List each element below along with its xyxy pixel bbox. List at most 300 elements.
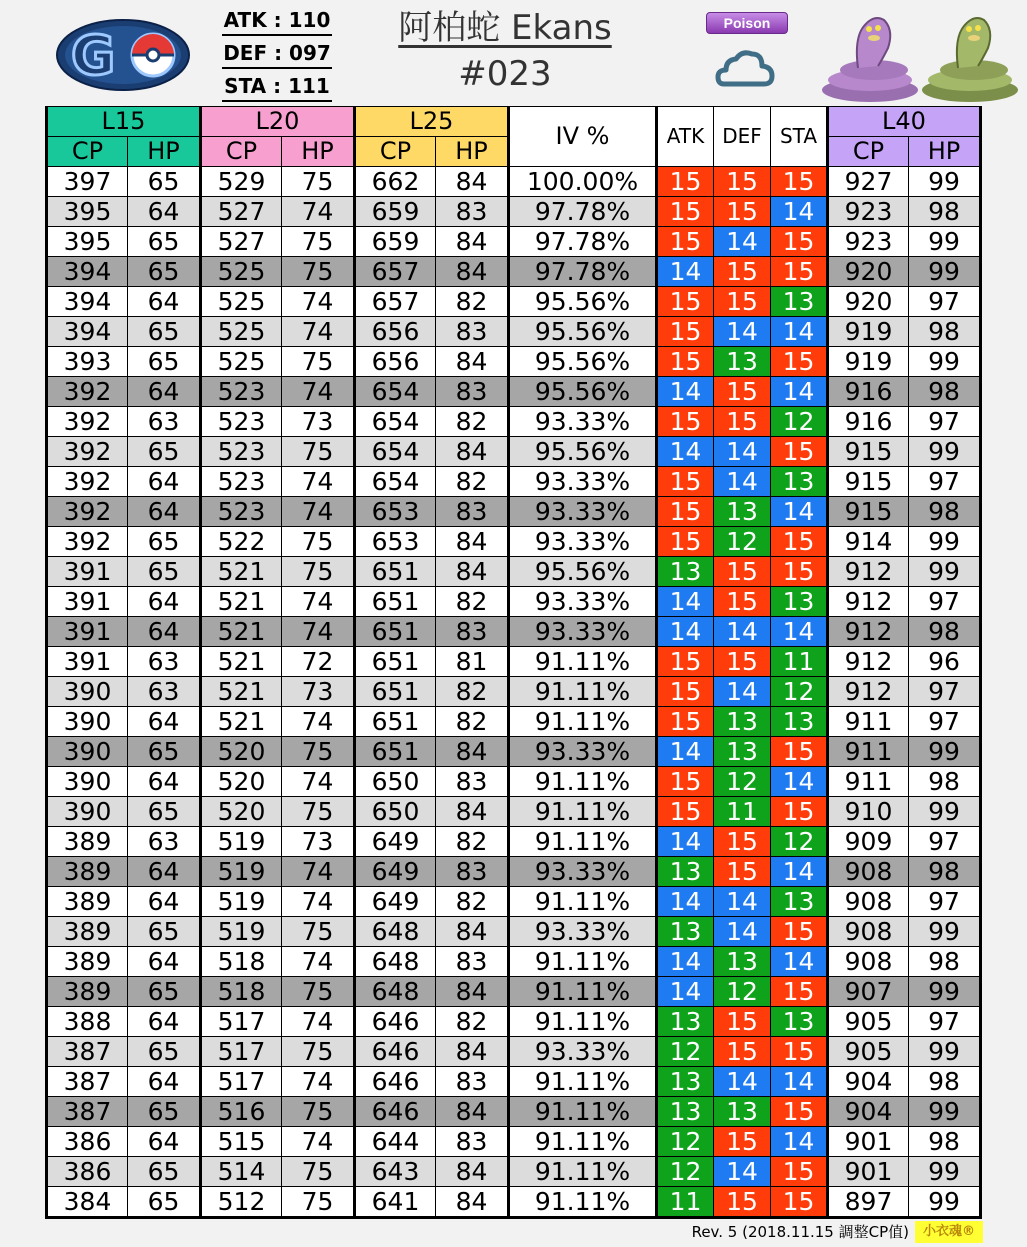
cell-l40hp: 98	[909, 767, 981, 797]
cell-iv: 100.00%	[509, 167, 657, 197]
cell-l20hp: 74	[282, 497, 355, 527]
cell-sta: 15	[771, 557, 828, 587]
cell-l25hp: 83	[436, 857, 509, 887]
cell-l15hp: 63	[128, 647, 201, 677]
cell-l25hp: 82	[436, 587, 509, 617]
cell-l20cp: 523	[201, 497, 282, 527]
cell-atk: 12	[657, 1127, 714, 1157]
cell-l15hp: 63	[128, 827, 201, 857]
table-row	[47, 1157, 981, 1187]
cell-l25hp: 83	[436, 1127, 509, 1157]
cell-l40hp: 97	[909, 1007, 981, 1037]
cell-sta: 14	[771, 377, 828, 407]
cell-l20cp: 525	[201, 347, 282, 377]
cell-iv: 91.11%	[509, 977, 657, 1007]
cell-l40cp: 912	[828, 587, 909, 617]
cell-sta: 15	[771, 1097, 828, 1127]
cell-l40cp: 912	[828, 557, 909, 587]
cell-l15cp: 389	[47, 977, 128, 1007]
cell-l15hp: 64	[128, 707, 201, 737]
cell-l40hp: 97	[909, 887, 981, 917]
cell-atk: 14	[657, 977, 714, 1007]
cell-l25hp: 83	[436, 617, 509, 647]
cell-l15cp: 384	[47, 1187, 128, 1218]
cell-l20hp: 75	[282, 1037, 355, 1067]
cell-l40hp: 97	[909, 407, 981, 437]
cell-l20cp: 521	[201, 557, 282, 587]
cell-l15cp: 393	[47, 347, 128, 377]
cell-l25hp: 83	[436, 767, 509, 797]
cell-l25cp: 651	[355, 557, 436, 587]
cell-iv: 95.56%	[509, 377, 657, 407]
cell-l20cp: 523	[201, 407, 282, 437]
cell-l40cp: 911	[828, 737, 909, 767]
cell-def: 14	[714, 917, 771, 947]
table-row	[47, 707, 981, 737]
cell-l15cp: 392	[47, 407, 128, 437]
cell-l40cp: 919	[828, 347, 909, 377]
cell-l40hp: 97	[909, 827, 981, 857]
header-l40-hp: HP	[909, 137, 981, 167]
table-row	[47, 647, 981, 677]
cell-l15hp: 64	[128, 767, 201, 797]
cell-l40cp: 915	[828, 497, 909, 527]
cell-l20cp: 517	[201, 1037, 282, 1067]
cell-l40cp: 908	[828, 887, 909, 917]
cell-l15cp: 392	[47, 437, 128, 467]
cell-l40hp: 97	[909, 677, 981, 707]
cell-def: 14	[714, 617, 771, 647]
cell-l40hp: 98	[909, 617, 981, 647]
cell-sta: 15	[771, 1037, 828, 1067]
cell-l20hp: 75	[282, 527, 355, 557]
cell-l20cp: 527	[201, 197, 282, 227]
cell-sta: 14	[771, 767, 828, 797]
cell-l40cp: 908	[828, 947, 909, 977]
cell-def: 13	[714, 947, 771, 977]
cell-sta: 14	[771, 857, 828, 887]
cell-atk: 12	[657, 1037, 714, 1067]
cell-def: 11	[714, 797, 771, 827]
cell-l40cp: 910	[828, 797, 909, 827]
cell-sta: 13	[771, 287, 828, 317]
cell-sta: 15	[771, 167, 828, 197]
cell-l25cp: 656	[355, 317, 436, 347]
author-badge: 小衣魂®	[915, 1221, 983, 1243]
cell-l20cp: 512	[201, 1187, 282, 1218]
table-row	[47, 1127, 981, 1157]
cell-def: 15	[714, 377, 771, 407]
cell-l15hp: 64	[128, 287, 201, 317]
cell-l40hp: 99	[909, 917, 981, 947]
cell-def: 14	[714, 467, 771, 497]
cell-sta: 13	[771, 1007, 828, 1037]
cell-l40hp: 97	[909, 707, 981, 737]
cell-sta: 13	[771, 587, 828, 617]
cell-l40hp: 99	[909, 257, 981, 287]
cell-l20cp: 514	[201, 1157, 282, 1187]
cell-l40cp: 923	[828, 197, 909, 227]
cell-iv: 93.33%	[509, 1037, 657, 1067]
cell-l15cp: 389	[47, 857, 128, 887]
cell-l25cp: 659	[355, 227, 436, 257]
cell-l40hp: 98	[909, 377, 981, 407]
header-atk: ATK	[657, 107, 714, 167]
cell-l20hp: 75	[282, 917, 355, 947]
cell-sta: 14	[771, 947, 828, 977]
atk-stat: ATK : 110	[222, 6, 332, 36]
table-row	[47, 557, 981, 587]
cell-l20cp: 523	[201, 437, 282, 467]
cell-l25cp: 662	[355, 167, 436, 197]
cell-iv: 91.11%	[509, 947, 657, 977]
cell-l20hp: 74	[282, 287, 355, 317]
cell-l15cp: 389	[47, 917, 128, 947]
cell-l40cp: 908	[828, 857, 909, 887]
table-row	[47, 587, 981, 617]
cell-l40cp: 897	[828, 1187, 909, 1218]
cell-l15cp: 397	[47, 167, 128, 197]
cell-l40hp: 99	[909, 347, 981, 377]
cell-iv: 95.56%	[509, 437, 657, 467]
cell-l20hp: 75	[282, 1187, 355, 1218]
cell-atk: 15	[657, 767, 714, 797]
cell-l40cp: 908	[828, 917, 909, 947]
cell-l40hp: 98	[909, 317, 981, 347]
cell-l40hp: 99	[909, 557, 981, 587]
cell-l15hp: 65	[128, 227, 201, 257]
cell-l20hp: 74	[282, 707, 355, 737]
cell-def: 15	[714, 197, 771, 227]
cell-l20hp: 73	[282, 407, 355, 437]
cell-l15hp: 65	[128, 1037, 201, 1067]
cell-l25cp: 654	[355, 437, 436, 467]
cell-l20hp: 75	[282, 737, 355, 767]
cell-l25hp: 84	[436, 257, 509, 287]
cloud-icon	[714, 40, 776, 100]
cell-l20cp: 525	[201, 257, 282, 287]
cell-l20hp: 74	[282, 1127, 355, 1157]
page-title: 阿柏蛇 Ekans	[398, 8, 612, 48]
cell-atk: 14	[657, 437, 714, 467]
cell-def: 15	[714, 827, 771, 857]
cell-def: 14	[714, 437, 771, 467]
cell-l25cp: 650	[355, 797, 436, 827]
cell-l40hp: 99	[909, 1157, 981, 1187]
cell-l40hp: 99	[909, 797, 981, 827]
cell-l15cp: 390	[47, 707, 128, 737]
ekans-shiny-sprite	[922, 18, 1018, 102]
cell-sta: 11	[771, 647, 828, 677]
table-row	[47, 857, 981, 887]
table-row	[47, 467, 981, 497]
table-row	[47, 767, 981, 797]
cell-sta: 13	[771, 707, 828, 737]
cell-iv: 93.33%	[509, 467, 657, 497]
cell-l25cp: 649	[355, 887, 436, 917]
cell-iv: 93.33%	[509, 617, 657, 647]
cell-l15cp: 390	[47, 737, 128, 767]
cell-l20hp: 74	[282, 467, 355, 497]
cell-iv: 97.78%	[509, 257, 657, 287]
cell-iv: 93.33%	[509, 587, 657, 617]
cell-atk: 15	[657, 407, 714, 437]
cell-l25hp: 84	[436, 797, 509, 827]
cell-def: 15	[714, 167, 771, 197]
cell-l15hp: 64	[128, 377, 201, 407]
cell-l20cp: 521	[201, 707, 282, 737]
cell-l20hp: 74	[282, 767, 355, 797]
cell-sta: 12	[771, 677, 828, 707]
cell-iv: 95.56%	[509, 557, 657, 587]
cell-def: 12	[714, 977, 771, 1007]
table-row	[47, 1097, 981, 1127]
cell-l15hp: 65	[128, 557, 201, 587]
table-row	[47, 287, 981, 317]
cell-def: 15	[714, 857, 771, 887]
cell-l25cp: 651	[355, 617, 436, 647]
cell-l40cp: 916	[828, 377, 909, 407]
cell-sta: 15	[771, 1157, 828, 1187]
cell-l15cp: 389	[47, 947, 128, 977]
cell-atk: 15	[657, 797, 714, 827]
cell-atk: 13	[657, 1007, 714, 1037]
header-l15-hp: HP	[128, 137, 201, 167]
cell-l20cp: 523	[201, 467, 282, 497]
cell-l20cp: 521	[201, 647, 282, 677]
cell-iv: 97.78%	[509, 197, 657, 227]
cell-l15hp: 64	[128, 857, 201, 887]
cell-sta: 14	[771, 617, 828, 647]
cell-def: 12	[714, 767, 771, 797]
cell-iv: 95.56%	[509, 287, 657, 317]
cell-l25cp: 648	[355, 947, 436, 977]
cell-l25cp: 651	[355, 677, 436, 707]
cell-l40hp: 97	[909, 587, 981, 617]
cell-l20cp: 521	[201, 587, 282, 617]
revision-note: Rev. 5 (2018.11.15 調整CP值)	[691, 1223, 909, 1241]
cell-sta: 14	[771, 197, 828, 227]
cell-l20hp: 74	[282, 617, 355, 647]
svg-text:G: G	[71, 24, 116, 87]
cell-def: 13	[714, 1097, 771, 1127]
cell-l40cp: 911	[828, 707, 909, 737]
cell-iv: 93.33%	[509, 857, 657, 887]
cell-atk: 15	[657, 347, 714, 377]
cell-l15hp: 64	[128, 1007, 201, 1037]
cell-l20cp: 519	[201, 917, 282, 947]
cell-l25cp: 644	[355, 1127, 436, 1157]
cell-l15hp: 65	[128, 167, 201, 197]
cell-atk: 11	[657, 1187, 714, 1218]
cell-iv: 91.11%	[509, 707, 657, 737]
cell-l20hp: 73	[282, 827, 355, 857]
cell-l25hp: 84	[436, 1037, 509, 1067]
cell-l20cp: 515	[201, 1127, 282, 1157]
cell-sta: 15	[771, 797, 828, 827]
cell-iv: 91.11%	[509, 647, 657, 677]
cell-l40hp: 99	[909, 227, 981, 257]
cell-l15cp: 387	[47, 1037, 128, 1067]
cell-def: 14	[714, 677, 771, 707]
cell-atk: 15	[657, 527, 714, 557]
cell-l15hp: 64	[128, 1127, 201, 1157]
cell-l40hp: 99	[909, 1187, 981, 1218]
cell-sta: 15	[771, 257, 828, 287]
cell-l20hp: 75	[282, 1097, 355, 1127]
header-l20-hp: HP	[282, 137, 355, 167]
def-stat: DEF : 097	[222, 39, 332, 69]
cell-l20hp: 74	[282, 1067, 355, 1097]
table-row	[47, 1037, 981, 1067]
cell-l15cp: 390	[47, 797, 128, 827]
cell-atk: 15	[657, 287, 714, 317]
table-row	[47, 407, 981, 437]
cell-l25hp: 82	[436, 287, 509, 317]
cell-l20hp: 73	[282, 677, 355, 707]
cell-l40cp: 912	[828, 647, 909, 677]
cell-l15cp: 395	[47, 227, 128, 257]
cell-l15hp: 65	[128, 1187, 201, 1218]
cell-l25cp: 648	[355, 977, 436, 1007]
cell-l15cp: 392	[47, 467, 128, 497]
cell-def: 15	[714, 407, 771, 437]
cell-l15hp: 65	[128, 797, 201, 827]
cell-iv: 91.11%	[509, 887, 657, 917]
cell-l40cp: 904	[828, 1067, 909, 1097]
cell-l25hp: 82	[436, 407, 509, 437]
cell-sta: 12	[771, 407, 828, 437]
cell-l25cp: 653	[355, 497, 436, 527]
cell-def: 15	[714, 647, 771, 677]
cell-l15hp: 65	[128, 1157, 201, 1187]
cell-l15cp: 394	[47, 317, 128, 347]
cell-l25hp: 82	[436, 467, 509, 497]
cell-l15cp: 394	[47, 257, 128, 287]
cell-l15hp: 64	[128, 497, 201, 527]
cell-atk: 15	[657, 467, 714, 497]
table-row	[47, 797, 981, 827]
cell-l15hp: 64	[128, 1067, 201, 1097]
cell-l25hp: 82	[436, 677, 509, 707]
header-sta: STA	[771, 107, 828, 167]
cell-l20hp: 74	[282, 587, 355, 617]
cell-l15hp: 65	[128, 257, 201, 287]
table-row	[47, 617, 981, 647]
cell-atk: 15	[657, 227, 714, 257]
cell-l15hp: 64	[128, 617, 201, 647]
cell-atk: 15	[657, 707, 714, 737]
cell-l15hp: 65	[128, 1097, 201, 1127]
cell-l20cp: 522	[201, 527, 282, 557]
cell-l15hp: 64	[128, 467, 201, 497]
cell-atk: 12	[657, 1157, 714, 1187]
cell-iv: 91.11%	[509, 797, 657, 827]
cell-l20cp: 520	[201, 797, 282, 827]
header-iv: IV %	[509, 107, 657, 167]
cell-l20cp: 518	[201, 977, 282, 1007]
table-row	[47, 1187, 981, 1218]
cell-iv: 91.11%	[509, 1127, 657, 1157]
header-l25-hp: HP	[436, 137, 509, 167]
cell-l40hp: 98	[909, 497, 981, 527]
cell-l25hp: 82	[436, 1007, 509, 1037]
cell-l25hp: 83	[436, 197, 509, 227]
cell-sta: 15	[771, 347, 828, 377]
cell-sta: 15	[771, 917, 828, 947]
cell-l40hp: 99	[909, 977, 981, 1007]
cell-sta: 15	[771, 227, 828, 257]
cell-l15cp: 395	[47, 197, 128, 227]
cell-l20cp: 529	[201, 167, 282, 197]
cell-l40cp: 915	[828, 437, 909, 467]
cell-l25hp: 84	[436, 527, 509, 557]
cell-l15hp: 63	[128, 677, 201, 707]
table-row	[47, 227, 981, 257]
cell-l20hp: 75	[282, 227, 355, 257]
cell-l25hp: 84	[436, 557, 509, 587]
cell-sta: 15	[771, 737, 828, 767]
cell-sta: 14	[771, 497, 828, 527]
cell-l25cp: 657	[355, 287, 436, 317]
header-l20: L20	[201, 107, 355, 137]
cell-atk: 15	[657, 677, 714, 707]
cell-l15cp: 388	[47, 1007, 128, 1037]
cell-l15hp: 65	[128, 527, 201, 557]
cell-l20cp: 517	[201, 1007, 282, 1037]
cell-iv: 91.11%	[509, 677, 657, 707]
cell-l40hp: 98	[909, 1127, 981, 1157]
cell-atk: 13	[657, 1097, 714, 1127]
cell-l15cp: 392	[47, 527, 128, 557]
cell-sta: 15	[771, 527, 828, 557]
cell-l40hp: 99	[909, 1097, 981, 1127]
cell-l25cp: 653	[355, 527, 436, 557]
cell-l20hp: 74	[282, 317, 355, 347]
cell-l20cp: 525	[201, 317, 282, 347]
table-row	[47, 1067, 981, 1097]
ekans-normal-sprite	[822, 18, 918, 102]
cell-l25hp: 83	[436, 497, 509, 527]
cell-l25cp: 646	[355, 1067, 436, 1097]
cell-atk: 15	[657, 497, 714, 527]
cell-l25hp: 83	[436, 1067, 509, 1097]
cell-def: 14	[714, 1157, 771, 1187]
cell-l15hp: 65	[128, 347, 201, 377]
cell-l20cp: 520	[201, 767, 282, 797]
cell-l40hp: 99	[909, 437, 981, 467]
cell-l40cp: 920	[828, 287, 909, 317]
cell-l20hp: 75	[282, 257, 355, 287]
cell-atk: 14	[657, 947, 714, 977]
cell-sta: 15	[771, 1187, 828, 1218]
cell-l20hp: 74	[282, 1007, 355, 1037]
table-row	[47, 347, 981, 377]
cell-def: 15	[714, 1007, 771, 1037]
cell-l25cp: 657	[355, 257, 436, 287]
cell-iv: 91.11%	[509, 827, 657, 857]
cell-l15hp: 64	[128, 587, 201, 617]
cell-atk: 15	[657, 317, 714, 347]
cell-l40cp: 914	[828, 527, 909, 557]
cell-l40hp: 98	[909, 1067, 981, 1097]
cell-l40hp: 97	[909, 467, 981, 497]
table-row	[47, 887, 981, 917]
cell-sta: 14	[771, 1067, 828, 1097]
cell-l15cp: 387	[47, 1097, 128, 1127]
cell-l40cp: 901	[828, 1157, 909, 1187]
cell-iv: 97.78%	[509, 227, 657, 257]
